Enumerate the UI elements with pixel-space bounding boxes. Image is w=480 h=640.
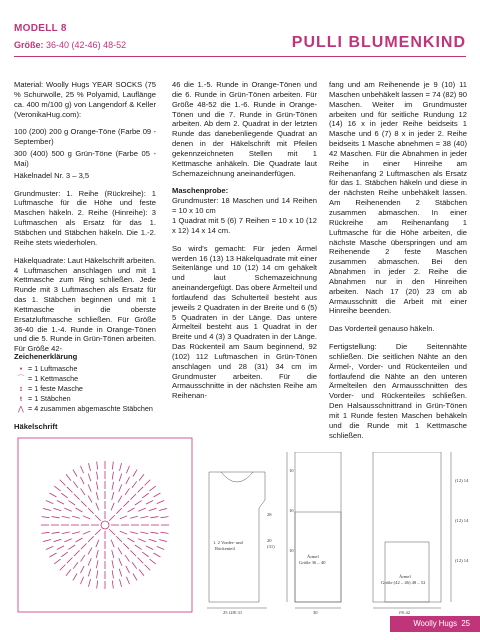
size-line: Größe: 36-40 (42-46) 48-52 [14, 40, 127, 50]
chart-stitch [161, 532, 169, 533]
sleeve-small-size: Größe 36 – 40 [299, 560, 326, 565]
chart-stitch [43, 539, 51, 541]
sleeve-small-outline [295, 452, 341, 602]
chart-stitch [150, 517, 158, 518]
legend-item: ŧ = 1 Stäbchen [14, 394, 164, 404]
armhole-text: fang und am Reihenende je 9 (10) 11 Maschen unbehäkelt lassen = 74 (82) 90 Maschen. Weiter im Grundmuster arbeiten und für seitliche Rundung 12 (14) 16 x in jeder Reihe beidseits 1 Masche und 6 (7) 8 x in jeder 2. Reihe beidseits 1 Masche abnehmen = 38 (40) 42 Maschen. Für die Abnahmen in jeder Reihe in einer Hinreihe am Reihenanfang 2 Luftmaschen als Ersatz für das 1. Stäbchen häkeln und diese in der nächsten Reihe unbehäkelt lassen. Am Reihenenden 2 Stäbchen zusammen abmaschen. In einer Rückreihe am Reihenanfang 1 Luftmasche für die Höhe arbeiten, die nächste Masche überspringen und am Reihenende 2 feste Maschen zusammen abmaschen. Bei den Abnahmen in jeder 2. Reihe die Abnahmen nur in den Hinreihen arbeiten. Nach 17 (20) 23 cm ab Armausschnitt die Arbeit mit einer Hinreihe beenden. [329, 80, 467, 316]
chart-stitch [62, 516, 70, 518]
chart-stitch [73, 562, 78, 568]
square-dim: (12) 14 [455, 558, 469, 563]
chart-stitch [54, 486, 60, 491]
header-divider [14, 56, 466, 57]
material-green: 300 (400) 500 g Grün-Töne (Farbe 05 - Mai) [14, 149, 156, 168]
chart-stitch [42, 517, 50, 518]
rounds-text: 46 die 1.-5. Runde in Orange-Tönen und die 6. Runde in Grün-Tönen arbeiten. Für Größe 48-52 die 1.-6. Runde in Orange-Tönen und die 7. Runde in Grün-Tönen arbeiten. Ab dem 2. Quadrat in der letzten Runde das danebenliegende Quadrat an denen in der Häkelschrift mit Pfeilen gekennzeichneten Stellen mit 1 Kettmasche anhäkeln. Die Quadrate laut Schemazeichnung aneinanderfügen. [172, 80, 317, 178]
chart-stitch [119, 558, 122, 565]
chart-stitch [159, 539, 167, 541]
chart-stitch [54, 508, 62, 510]
chart-stitch [119, 569, 121, 577]
chart-stitch [57, 500, 64, 504]
chart-stitch [112, 472, 113, 480]
single-crochet-icon: ɪ [19, 384, 23, 393]
chart-stitch [83, 531, 90, 534]
chart-stitch [50, 493, 57, 497]
chart-stitch [119, 579, 121, 587]
chart-stitch [61, 493, 67, 498]
chart-stitch [159, 508, 167, 510]
page-header [0, 0, 480, 70]
chart-stitch [119, 484, 122, 491]
square-dim: 10 [289, 468, 294, 473]
chart-stitch [88, 474, 90, 482]
chart-stitch [88, 548, 92, 555]
chart-stitch [109, 515, 115, 521]
sleeve-large-size: Größe (42 – 46) 48 – 52 [381, 580, 426, 585]
page-title: PULLI BLUMENKIND [291, 34, 466, 51]
chart-stitch [142, 493, 148, 498]
chain-icon: • [19, 364, 23, 373]
chart-stitch [81, 555, 85, 562]
chart-stitch [64, 539, 71, 542]
chart-stitch [130, 532, 138, 534]
chart-stitch [126, 466, 129, 473]
chart-stitch [67, 558, 73, 564]
chart-stitch [120, 531, 127, 534]
chart-stitch [149, 486, 155, 491]
chart-stitch [112, 560, 114, 568]
chart-stitch [145, 480, 151, 486]
chart-stitch [54, 539, 62, 541]
chart-stitch [66, 474, 71, 480]
chart-stitch [109, 529, 115, 535]
chart-stitch [125, 488, 129, 495]
chart-stitch [73, 573, 77, 580]
chart-stitch [146, 500, 153, 504]
sleeve-large-width-dim: (9) 42 [399, 610, 411, 614]
square-dim: (12) 14 [455, 518, 469, 523]
chart-stitch [57, 546, 64, 550]
chart-stitch [111, 503, 114, 510]
chart-stitch [130, 516, 138, 518]
column-3 [329, 80, 467, 449]
chart-stitch [138, 539, 145, 542]
chart-stitch [120, 516, 127, 519]
chart-stitch [83, 516, 90, 519]
chart-stitch [88, 463, 90, 471]
chart-stitch [146, 546, 153, 550]
chart-stitch [118, 548, 122, 555]
instructions-text: So wird's gemacht: Für jeden Ärmel werden 16 (13) 13 Häkelquadrate mit einer Seitenlänge und 10 (12) 14 cm gehäkelt und laut Schemazeichnung aneinandergefügt. Das obere Ärmelteil und fortlaufend das Schulterteil besteht aus jeweils 2 Quadraten in der Breite und 6 (5) 5 Quadraten in der Länge. Das untere Ärmelteil besteht aus 1 Quadrat in der Breite und 4 (3) 3 Quadraten in der Länge. Das Rückenteil am Saum beginnend, 92 (102) 112 Luftmaschen in Grün-Tönen anschlagen und 28 (31) 34 cm im Grundmuster arbeiten. Für die Armausschnitte in der nächsten Reihe am Reihenan- [172, 243, 317, 401]
body-width-dim: 25 (28) 31 [223, 610, 243, 614]
gauge-square: 1 Quadrat mit 5 (6) 7 Reihen = 10 x 10 (12 x 12) 14 x 14 cm. [172, 215, 317, 235]
finishing-text: Fertigstellung: Die Seitennähte schließen. Die seitlichen Nähte an den Ärmel-, Vorder- und Rückenteilen und fortlaufend die Nähte an den unteren Ärmelteilen den Armausschnitten des Vorder- und Rückenteiles schließen. Den Halsausschnittrand in Grün-Tönen mit 1 Runde festen Maschen behäkeln und die Runde mit 1 Kettmasche schließen. [329, 342, 467, 440]
chart-stitch [97, 472, 98, 480]
chart-stitch [81, 543, 87, 549]
chart-stitch [112, 492, 114, 500]
cluster-icon: ⋀ [18, 404, 24, 413]
chart-stitch [88, 508, 94, 514]
chart-stitch [52, 532, 60, 533]
legend-item: ɪ = 1 feste Masche [14, 384, 164, 394]
chart-stitch [140, 516, 148, 518]
body-label-2: Rückenteil [215, 546, 235, 551]
legend-item: • = 1 Luftmasche [14, 364, 164, 374]
chart-stitch [72, 532, 80, 534]
square-dim: (12) 14 [455, 478, 469, 483]
chart-stitch [96, 560, 98, 568]
chart-stitch [119, 474, 121, 482]
chart-stitch [111, 540, 114, 547]
armhole-dim: 28 [267, 512, 272, 517]
chart-stitch [66, 569, 71, 575]
squares-text: Häkelquadrate: Laut Häkelschrift arbeiten. 4 Luftmaschen anschlagen und mit 1 Kettmasche zum Ring schließen. Jede Runde mit 3 Luftmaschen als Ersatz für das 1. Stäbchen beginnen und mit 1 Kettmasche in die oberste Ersatzluftmasche schließen. Für Größe 36-40 die 1.-4. Runde in Orange-Tönen und die 5. Runde in Grün-Tönen arbeiten. Für Größe 42- [14, 255, 156, 354]
chart-stitch [112, 581, 113, 589]
chart-stitch [119, 463, 121, 471]
chart-stitch [72, 516, 80, 518]
chart-stitch [46, 501, 53, 504]
chart-stitch [132, 481, 137, 487]
chart-stitch [74, 494, 80, 500]
body-label: 1. 2 Vorder- und [213, 540, 243, 545]
body-outline [209, 472, 265, 602]
chart-stitch [96, 482, 98, 490]
page-footer: Woolly Hugs 25 [390, 616, 480, 632]
schematic-drawing [203, 452, 473, 614]
chart-stitch [81, 501, 87, 507]
chart-stitch [81, 577, 84, 584]
chart-stitch [142, 552, 148, 557]
sleeve-large-label: Ärmel [399, 574, 411, 579]
material-orange: 100 (200) 200 g Orange-Töne (Farbe 09 - September) [14, 127, 156, 147]
crochet-chart [14, 434, 196, 616]
chart-stitch [135, 501, 142, 505]
chart-stitch [60, 565, 66, 571]
material-text: Material: Woolly Hugs YEAR SOCKS (75 % Schurwolle, 25 % Polyamid, Lauflänge ca. 400 m/100 g) von Langendorf & Keller (VeronikaHug.com): [14, 80, 156, 119]
square-dim: 10 [289, 548, 294, 553]
chart-stitch [60, 480, 66, 486]
chart-stitch [139, 569, 144, 575]
sleeve-small-label: Ärmel [307, 554, 319, 559]
chart-stitch [52, 517, 60, 518]
chart-stitch [81, 466, 84, 473]
chart-stitch [112, 570, 113, 578]
chart-stitch [125, 555, 129, 562]
chart-stitch [118, 496, 122, 503]
chart-stitch [81, 488, 85, 495]
chart-stitch [96, 540, 99, 547]
chart-stitch [76, 508, 83, 512]
chart-stitch [97, 570, 98, 578]
armhole-dim: 20 [267, 538, 272, 543]
legend-heading: Zeichenerklärung [14, 352, 78, 361]
chart-stitch [123, 501, 129, 507]
chart-stitch [73, 481, 78, 487]
chart-stitch [157, 546, 164, 549]
chart-stitch [68, 501, 75, 505]
column-2 [172, 80, 317, 409]
armhole-dim: (31) [267, 544, 275, 549]
chart-stitch [133, 573, 137, 580]
chart-stitch [88, 569, 90, 577]
chart-stitch [88, 484, 91, 491]
chart-stitch [116, 508, 122, 514]
chart-stitch [88, 496, 92, 503]
chart-heading: Häkelschrift [14, 422, 58, 431]
chart-stitch [128, 538, 135, 542]
chart-stitch [153, 553, 160, 557]
chart-stitch [74, 550, 80, 556]
chart-stitch [161, 517, 169, 518]
model-number: MODELL 8 [14, 23, 67, 34]
chart-stitch [149, 539, 157, 541]
chart-stitch [46, 546, 53, 549]
chart-stitch [73, 470, 77, 477]
pattern-text: Grundmuster: 1. Reihe (Rückreihe): 1 Luftmasche für die Höhe und feste Maschen häkeln. 2. Reihe (Hinreihe): 3 Luftmaschen als Ersatz für das 1. Stäbchen und Stäbchen häkeln. Die 1.-2. Reihe stets wiederholen. [14, 188, 156, 247]
chart-stitch [126, 566, 130, 573]
chart-stitch [112, 550, 114, 558]
chart-stitch [95, 515, 101, 521]
chart-stitch [54, 559, 60, 564]
chart-stitch [42, 532, 50, 533]
chart-stitch [153, 493, 160, 497]
chart-stitch [130, 550, 136, 556]
column-1 [14, 80, 156, 362]
chart-stitch [101, 521, 109, 529]
chart-stitch [132, 562, 137, 568]
chart-stitch [64, 508, 71, 511]
chart-stitch [126, 477, 130, 484]
chart-stitch [138, 487, 144, 493]
chart-stitch [67, 487, 73, 493]
double-crochet-icon: ŧ [20, 394, 22, 403]
neck-curve [221, 472, 253, 482]
hook-size: Häkelnadel Nr. 3 – 3,5 [14, 170, 90, 180]
chart-stitch [150, 532, 158, 533]
chart-stitch [130, 494, 136, 500]
chart-stitch [95, 529, 101, 535]
chart-stitch [112, 462, 113, 470]
chart-stitch [126, 577, 129, 584]
chart-stitch [68, 545, 75, 549]
chart-stitch [135, 545, 142, 549]
symbol-legend [14, 352, 164, 414]
chart-stitch [88, 579, 90, 587]
chart-stitch [123, 543, 129, 549]
chart-stitch [62, 532, 70, 534]
chart-stitch [76, 538, 83, 542]
chart-stitch [61, 552, 67, 557]
chart-stitch [139, 474, 144, 480]
chart-stitch [97, 462, 98, 470]
front-text: Das Vorderteil genauso häkeln. [329, 324, 435, 334]
chart-stitch [149, 508, 157, 510]
chart-stitch [128, 508, 135, 512]
chart-stitch [138, 558, 144, 564]
gauge-heading: Maschenprobe: [172, 186, 229, 196]
chart-stitch [145, 565, 151, 571]
chart-stitch [43, 508, 51, 510]
gauge-pattern: Grundmuster: 18 Maschen und 14 Reihen = 10 x 10 cm [172, 196, 317, 216]
slip-stitch-icon: ⌒ [17, 374, 25, 383]
legend-item: ⌒ = 1 Kettmasche [14, 374, 164, 384]
sleeve-large-lower [385, 542, 429, 602]
chart-stitch [80, 566, 84, 573]
chart-stitch [96, 550, 98, 558]
chart-stitch [157, 501, 164, 504]
square-dim: 10 [289, 508, 294, 513]
chart-stitch [133, 470, 137, 477]
chart-stitch [116, 536, 122, 542]
chart-stitch [112, 482, 114, 490]
chart-stitch [50, 553, 57, 557]
chart-stitch [97, 581, 98, 589]
chart-stitch [149, 559, 155, 564]
chart-stitch [138, 508, 145, 511]
legend-item: ⋀ = 4 zusammen abgemaschte Stäbchen [14, 404, 164, 414]
chart-stitch [96, 503, 99, 510]
chart-stitch [96, 492, 98, 500]
chart-stitch [140, 532, 148, 534]
chart-stitch [80, 477, 84, 484]
sleeve-small-width-dim: 30 [313, 610, 318, 614]
chart-stitch [88, 536, 94, 542]
chart-stitch [88, 558, 91, 565]
